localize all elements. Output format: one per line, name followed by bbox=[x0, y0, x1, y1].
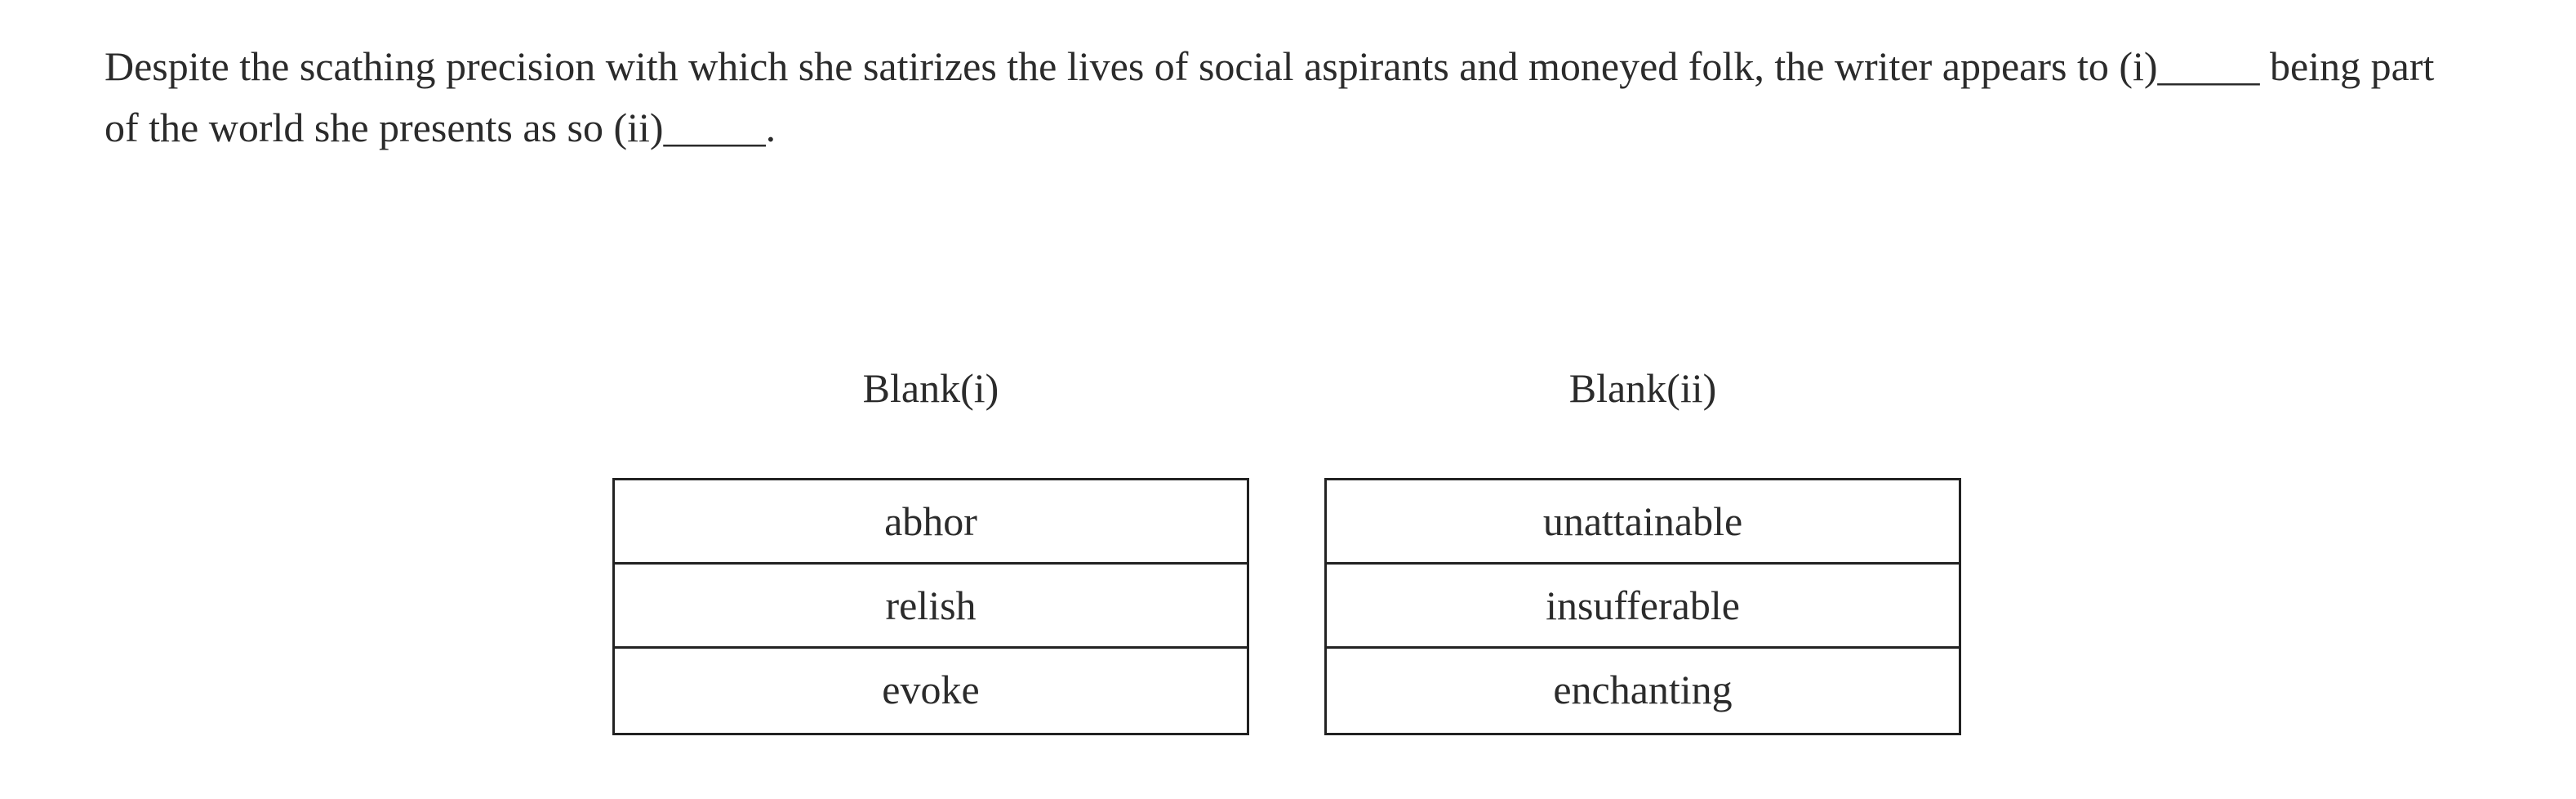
blank-ii-column bbox=[1324, 359, 1961, 735]
blank-ii-options bbox=[1324, 478, 1961, 735]
blank-i-option-abhor[interactable]: abhor bbox=[615, 480, 1247, 565]
blank-i-options bbox=[612, 478, 1249, 735]
blank-i-option-relish[interactable]: relish bbox=[615, 565, 1247, 649]
blank-ii-option-unattainable[interactable]: unattainable bbox=[1327, 480, 1959, 565]
blank-i-header: Blank(i) bbox=[862, 365, 999, 411]
question-text: Despite the scathing precision with which she satirizes the lives of social aspirants and moneyed folk, the writer appears to (i)_____ being part of the world she presents as so (ii)_____. bbox=[105, 43, 2435, 150]
blank-ii-option-insufferable[interactable]: insufferable bbox=[1327, 565, 1959, 649]
blank-ii-option-enchanting[interactable]: enchanting bbox=[1553, 667, 1733, 712]
blank-i-option-evoke[interactable]: evoke bbox=[882, 667, 980, 712]
blank-ii-header: Blank(ii) bbox=[1568, 365, 1717, 411]
blank-i-column bbox=[612, 359, 1249, 735]
